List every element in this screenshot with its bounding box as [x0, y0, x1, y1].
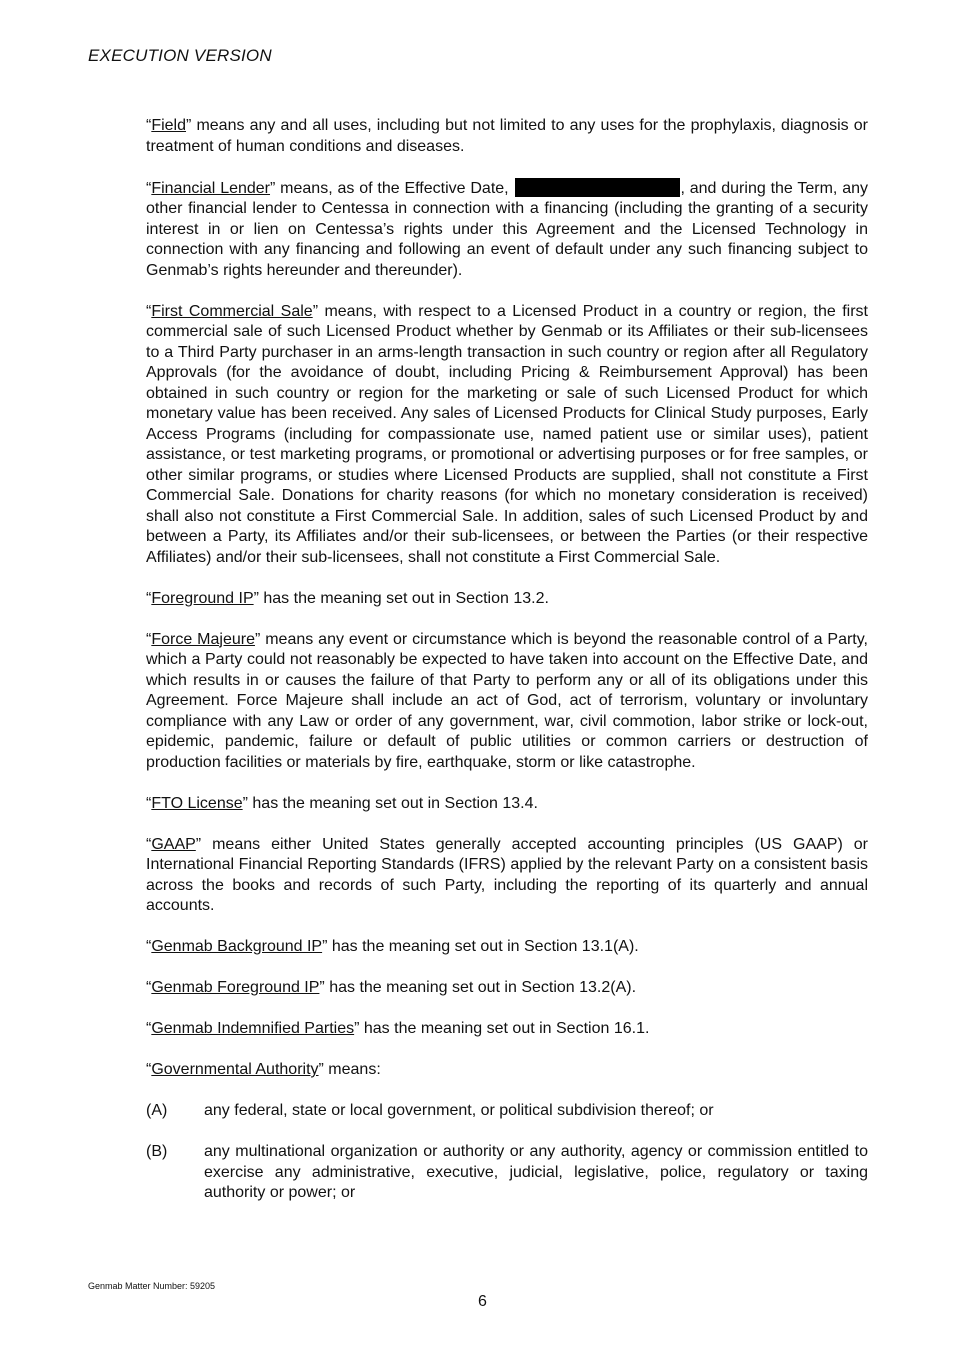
- definition-genmab-foreground-ip: [146, 978, 868, 999]
- definition-genmab-background-ip: [146, 937, 868, 958]
- open-quote: “: [146, 938, 152, 955]
- definition-first-commercial-sale: [146, 302, 868, 569]
- open-quote: “: [146, 1061, 152, 1078]
- close-quote: ”: [254, 630, 261, 648]
- definition-gaap: [146, 835, 868, 917]
- close-quote: ”: [318, 1061, 324, 1078]
- definition-financial-lender: [146, 178, 868, 282]
- open-quote: “: [146, 979, 152, 996]
- matter-number: Genmab Matter Number: 59205: [88, 1281, 216, 1291]
- definition-text: means any event or circumstance which is beyond the reasonable control of a Party, which a Party could not reasonably be expected to have taken into account on the Effective Date, and which results in or causes the failure of that Party to perform any or all of its obligations under this Agreement. Force Majeure shall include an act of God, act of terrorism, voluntary or involuntary compliance with any Law or order of any government, war, civil commotion, labor strike or lock-out, epidemic, pandemic, failure or default of public utilities or common carriers or destruction of production facilities or materials by fire, earthquake, storm or like catastrophe.: [146, 630, 868, 771]
- defined-term: Genmab Background IP: [151, 938, 323, 955]
- definition-governmental-authority: [146, 1060, 868, 1081]
- open-quote: “: [146, 589, 152, 607]
- definition-force-majeure: [146, 630, 868, 774]
- document-header: EXECUTION VERSION: [88, 46, 272, 65]
- defined-term: Financial Lender: [151, 179, 271, 197]
- close-quote: ”: [195, 835, 202, 853]
- list-item: [146, 1142, 868, 1204]
- close-quote: ”: [354, 1020, 360, 1037]
- definition-text: means:: [323, 1061, 381, 1078]
- open-quote: “: [146, 794, 152, 812]
- defined-term: Genmab Indemnified Parties: [151, 1020, 355, 1037]
- open-quote: “: [146, 835, 152, 853]
- open-quote: “: [146, 1020, 152, 1037]
- definition-text-continued: , and during the Term, any other financial lender to Centessa in connection with a financing (including the granting of a security interest in or lien on Centessa’s rights under this Agreement and the Licensed Technology in connection with any financing and following an event of default under any such financing subject to Genmab’s rights hereunder and thereunder).: [146, 179, 868, 279]
- defined-term: Field: [151, 117, 187, 134]
- defined-term: First Commercial Sale: [151, 302, 313, 320]
- close-quote: ”: [270, 179, 276, 197]
- open-quote: “: [146, 179, 152, 197]
- close-quote: ”: [253, 589, 259, 607]
- definition-text: means, as of the Effective Date,: [275, 179, 514, 197]
- defined-term: Genmab Foreground IP: [151, 979, 320, 996]
- list-item-label: (B): [146, 1143, 168, 1160]
- definition-text: means, with respect to a Licensed Product in a country or region, the first commercial sale of such Licensed Product whether by Genmab or its Affiliates or their sub-licensees to a Third Party purchaser in an arms-length transaction in such country or region after all Regulatory Approvals (for the avoidance of doubt, including Pricing & Reimbursement Approval) has been obtained in such country or region for the marketing or sale of such Licensed Product for which monetary value has been received. Any sales of Licensed Products for Clinical Study purposes, Early Access Programs (including for compassionate use, named patient use or similar uses), patient assistance, or test marketing programs, or promotional or advertising purposes or for free samples, or other similar programs, or studies where Licensed Products are supplied, shall not constitute a First Commercial Sale. Donations for charity reasons (for which no monetary consideration is received) shall also not constitute a First Commercial Sale. In addition, sales of such Licensed Product by and between a Party, its Affiliates and/or their sub-licensees, or between the Parties (or their respective Affiliates) and/or their sub-licensees, shall not constitute a First Commercial Sale.: [146, 302, 868, 566]
- defined-term: Governmental Authority: [151, 1061, 319, 1078]
- definition-text: has the meaning set out in Section 13.2(A).: [324, 979, 637, 996]
- list-item-label: (A): [146, 1102, 168, 1119]
- close-quote: ”: [312, 302, 319, 320]
- close-quote: ”: [242, 794, 248, 812]
- close-quote: ”: [319, 979, 325, 996]
- definition-genmab-indemnified-parties: [146, 1019, 868, 1040]
- open-quote: “: [146, 117, 152, 134]
- open-quote: “: [146, 302, 152, 320]
- open-quote: “: [146, 630, 152, 648]
- page-number: 6: [478, 1293, 487, 1310]
- definition-text: means any and all uses, including but not limited to any uses for the prophylaxis, diagnosis or treatment of human conditions and diseases.: [146, 117, 868, 155]
- definition-field: [146, 116, 868, 157]
- definition-text: has the meaning set out in Section 13.4.: [247, 794, 538, 812]
- defined-term: Force Majeure: [151, 630, 255, 648]
- definition-text: has the meaning set out in Section 13.1(A).: [327, 938, 639, 955]
- defined-term: Foreground IP: [151, 589, 254, 607]
- definitions-body: [146, 116, 868, 1224]
- definition-text: has the meaning set out in Section 16.1.: [359, 1020, 650, 1037]
- close-quote: ”: [186, 117, 192, 134]
- list-item-text: any federal, state or local government, or political subdivision thereof; or: [204, 1102, 714, 1119]
- defined-term: FTO License: [151, 794, 243, 812]
- definition-text: has the meaning set out in Section 13.2.: [258, 589, 549, 607]
- list-item: [146, 1101, 868, 1122]
- definition-text: means either United States generally accepted accounting principles (US GAAP) or International Financial Reporting Standards (IFRS) applied by the relevant Party on a consistent basis across the books and records of such Party, including the reporting of its quarterly and annual accounts.: [146, 835, 868, 914]
- definition-foreground-ip: [146, 589, 868, 610]
- close-quote: ”: [322, 938, 328, 955]
- defined-term: GAAP: [151, 835, 196, 853]
- definition-fto-license: [146, 794, 868, 815]
- redaction-block: [515, 178, 680, 197]
- list-item-text: any multinational organization or authority or any authority, agency or commission entitled to exercise any administrative, executive, judicial, legislative, police, regulatory or taxing authority or power; or: [204, 1143, 868, 1201]
